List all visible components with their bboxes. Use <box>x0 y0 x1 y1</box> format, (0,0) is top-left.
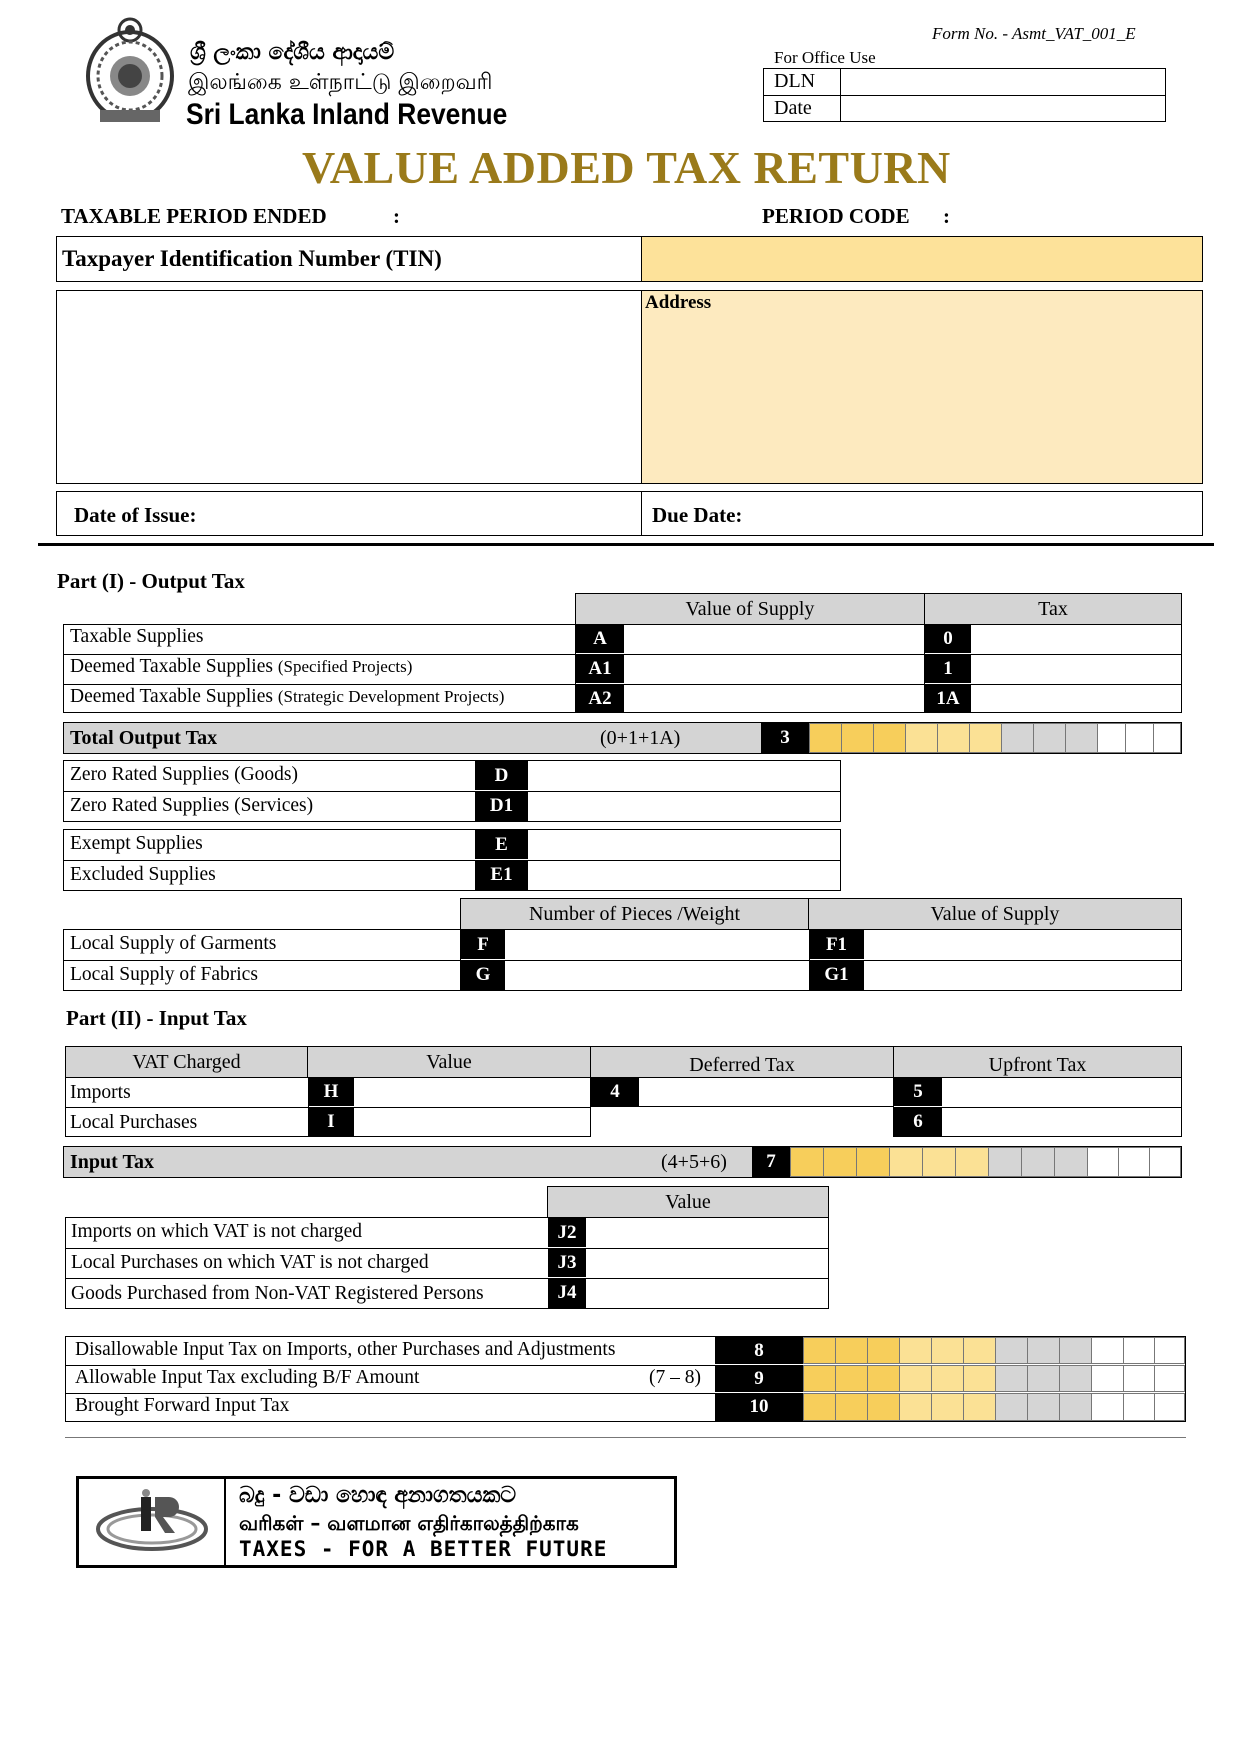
code-1: 1 <box>925 655 971 683</box>
footer-banner <box>76 1476 677 1568</box>
footer-tamil: வரிகள் – வளமான எதிர்காலத்திற்காக <box>239 1511 579 1535</box>
office-date-field[interactable] <box>842 97 1164 121</box>
period-code-colon: : <box>943 204 950 228</box>
input-tax-field[interactable] <box>790 1147 1181 1177</box>
excluded-label: Excluded Supplies <box>70 864 216 885</box>
value-a1-field[interactable] <box>625 655 923 683</box>
period-ended-colon: : <box>393 204 400 228</box>
non-vat-persons-label: Goods Purchased from Non-VAT Registered Persons <box>71 1283 484 1304</box>
imports-not-charged-label: Imports on which VAT is not charged <box>71 1221 363 1242</box>
period-ended-label: TAXABLE PERIOD ENDED <box>61 204 327 228</box>
tax-1a-field[interactable] <box>972 685 1181 712</box>
imports-not-charged-field[interactable] <box>587 1218 828 1247</box>
brand-english: Sri Lanka Inland Revenue <box>186 98 508 131</box>
ird-logo <box>91 1487 213 1559</box>
brought-forward-label: Brought Forward Input Tax <box>75 1395 290 1416</box>
fabrics-pieces-field[interactable] <box>506 960 807 990</box>
total-output-tax-label: Total Output Tax <box>70 727 218 749</box>
pieces-weight-header: Number of Pieces /Weight <box>460 898 809 930</box>
code-5: 5 <box>894 1078 942 1106</box>
code-a: A <box>576 625 624 653</box>
deemed-specified-note: (Specified Projects) <box>277 657 413 676</box>
dln-field[interactable] <box>842 70 1164 94</box>
deemed-specified-label <box>70 656 412 678</box>
code-j2: J2 <box>548 1218 586 1247</box>
code-g1: G1 <box>809 960 864 990</box>
form-number: Form No. - Asmt_VAT_001_E <box>932 24 1136 43</box>
office-use-table <box>763 68 1166 122</box>
allowable-formula: (7 – 8) <box>649 1367 701 1388</box>
code-8: 8 <box>715 1337 803 1364</box>
code-d1: D1 <box>475 791 528 821</box>
imports-label: Imports <box>70 1082 131 1103</box>
date-of-issue-label: Date of Issue: <box>74 503 197 527</box>
brand-sinhala: ශ්‍රී ලංකා දේශීය ආදායම් <box>190 40 395 65</box>
emblem-logo <box>84 10 176 128</box>
code-f: F <box>461 930 505 959</box>
fabrics-value-field[interactable] <box>865 960 1181 990</box>
code-10: 10 <box>715 1393 803 1421</box>
total-output-formula: (0+1+1A) <box>600 727 681 749</box>
deferred-tax-header: Deferred Tax <box>590 1046 894 1078</box>
code-6: 6 <box>894 1108 942 1136</box>
upfront-imports-field[interactable] <box>943 1078 1181 1106</box>
tin-field[interactable] <box>641 236 1203 282</box>
upfront-local-field[interactable] <box>943 1108 1181 1136</box>
tax-0-field[interactable] <box>972 625 1181 653</box>
fabrics-label: Local Supply of Fabrics <box>70 964 258 985</box>
disallowable-label: Disallowable Input Tax on Imports, other Purchases and Adjustments <box>75 1339 616 1360</box>
code-d: D <box>475 761 528 790</box>
vat-charged-header: VAT Charged <box>65 1046 308 1078</box>
code-e: E <box>475 830 528 859</box>
exempt-field[interactable] <box>529 830 840 859</box>
zero-goods-field[interactable] <box>529 761 840 790</box>
local-purchases-value-field[interactable] <box>355 1108 590 1136</box>
part1-title: Part (I) - Output Tax <box>57 569 245 593</box>
local-not-charged-label: Local Purchases on which VAT is not charged <box>71 1252 429 1273</box>
excluded-field[interactable] <box>529 860 840 890</box>
value-of-supply-header: Value of Supply <box>575 593 925 625</box>
value-header-3: Value <box>547 1186 829 1218</box>
footer-sinhala: බදු - වඩා හොඳ අනාගතයකට <box>239 1483 517 1508</box>
code-h: H <box>308 1078 354 1106</box>
allowable-label: Allowable Input Tax excluding B/F Amount <box>75 1367 420 1388</box>
code-7: 7 <box>752 1147 790 1177</box>
value-a2-field[interactable] <box>625 685 923 712</box>
total-output-tax-field[interactable] <box>809 723 1181 753</box>
due-date-box <box>641 491 1203 536</box>
due-date-label: Due Date: <box>652 503 743 527</box>
imports-value-field[interactable] <box>355 1078 590 1106</box>
code-a1: A1 <box>576 655 624 683</box>
brand-tamil: இலங்கை உள்நாட்டு இறைவரி <box>188 70 493 95</box>
deemed-strategic-note: (Strategic Development Projects) <box>277 687 505 706</box>
disallowable-field[interactable] <box>803 1337 1185 1364</box>
code-e1: E1 <box>475 860 528 890</box>
code-4: 4 <box>591 1078 639 1106</box>
tin-label-box <box>56 236 642 282</box>
garments-value-field[interactable] <box>865 930 1181 959</box>
deemed-specified-text: Deemed Taxable Supplies <box>70 656 273 677</box>
deemed-strategic-label <box>70 686 504 708</box>
office-use-label: For Office Use <box>774 48 876 67</box>
local-purchases-label: Local Purchases <box>70 1112 198 1133</box>
zero-services-field[interactable] <box>529 791 840 821</box>
deferred-tax-field[interactable] <box>640 1078 893 1106</box>
garments-label: Local Supply of Garments <box>70 933 277 954</box>
brought-forward-field[interactable] <box>803 1393 1185 1421</box>
code-a2: A2 <box>576 685 624 712</box>
taxable-supplies-label: Taxable Supplies <box>70 626 204 647</box>
part2-title: Part (II) - Input Tax <box>66 1006 247 1030</box>
code-9: 9 <box>715 1365 803 1392</box>
garments-pieces-field[interactable] <box>506 930 807 959</box>
exempt-label: Exempt Supplies <box>70 833 203 854</box>
code-f1: F1 <box>809 930 864 959</box>
period-code-label: PERIOD CODE <box>762 204 910 228</box>
address-field[interactable] <box>641 290 1203 484</box>
name-area <box>56 290 642 484</box>
code-3: 3 <box>761 723 809 753</box>
address-label: Address <box>645 292 712 313</box>
code-0: 0 <box>925 625 971 653</box>
input-tax-label: Input Tax <box>70 1151 154 1173</box>
zero-goods-label: Zero Rated Supplies (Goods) <box>70 764 299 785</box>
input-tax-formula: (4+5+6) <box>661 1151 727 1173</box>
code-1a: 1A <box>925 685 971 712</box>
value-of-supply-header-2: Value of Supply <box>808 898 1182 930</box>
footer-english: TAXES - FOR A BETTER FUTURE <box>239 1537 608 1561</box>
zero-services-label: Zero Rated Supplies (Services) <box>70 795 314 816</box>
value-header: Value <box>307 1046 591 1078</box>
code-j4: J4 <box>548 1278 586 1308</box>
dln-label: DLN <box>774 70 816 92</box>
value-a-field[interactable] <box>625 625 923 653</box>
date-of-issue-box <box>56 491 642 536</box>
date-label: Date <box>774 97 812 119</box>
tax-header: Tax <box>924 593 1182 625</box>
code-j3: J3 <box>548 1248 586 1277</box>
footer-divider <box>65 1437 1186 1438</box>
deemed-strategic-text: Deemed Taxable Supplies <box>70 686 273 707</box>
header-divider <box>38 543 1214 546</box>
code-g: G <box>461 960 505 990</box>
form-title: VALUE ADDED TAX RETURN <box>302 142 951 193</box>
allowable-field[interactable] <box>803 1365 1185 1392</box>
non-vat-persons-field[interactable] <box>587 1278 828 1308</box>
code-i: I <box>308 1108 354 1136</box>
local-not-charged-field[interactable] <box>587 1248 828 1277</box>
tax-1-field[interactable] <box>972 655 1181 683</box>
tin-label: Taxpayer Identification Number (TIN) <box>62 246 442 271</box>
upfront-tax-header: Upfront Tax <box>893 1046 1182 1078</box>
